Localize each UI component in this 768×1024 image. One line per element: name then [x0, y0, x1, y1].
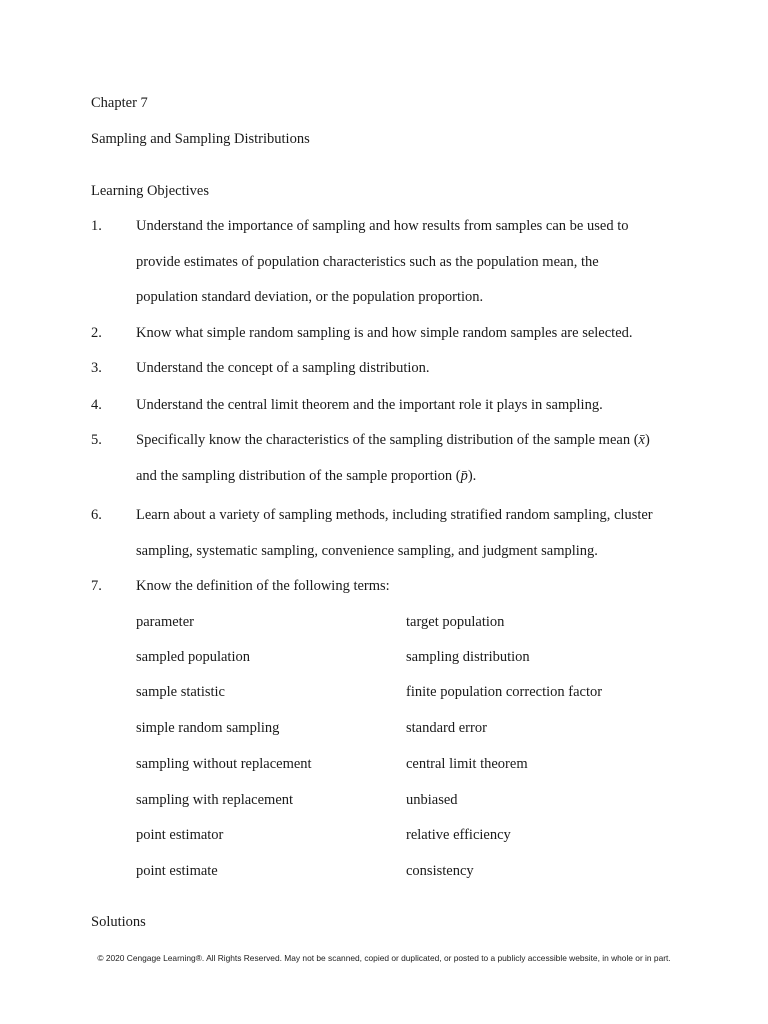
- objective-number: 2.: [91, 325, 102, 341]
- term-item: target population: [406, 614, 505, 630]
- objectives-heading: Learning Objectives: [91, 183, 209, 199]
- objective-text: [136, 467, 476, 485]
- objective-text: provide estimates of population characteristics such as the population mean, the: [136, 254, 599, 270]
- solutions-heading: Solutions: [91, 914, 146, 930]
- copyright-footer: © 2020 Cengage Learning®. All Rights Reserved. May not be scanned, copied or duplicated, or posted to a publicly accessible website, in whole or in part.: [97, 953, 671, 963]
- objective-text: sampling, systematic sampling, convenience sampling, and judgment sampling.: [136, 543, 598, 559]
- objective-text-part: ): [644, 432, 650, 448]
- term-item: simple random sampling: [136, 720, 280, 736]
- term-item: sampling without replacement: [136, 756, 312, 772]
- objective-text: [136, 431, 650, 449]
- objective-text: Learn about a variety of sampling methods, including stratified random sampling, cluster: [136, 507, 653, 523]
- objective-text: Understand the concept of a sampling distribution.: [136, 360, 430, 376]
- term-item: sampled population: [136, 649, 250, 665]
- objective-number: 3.: [91, 360, 102, 376]
- objective-number: 5.: [91, 432, 102, 448]
- objective-text: Understand the central limit theorem and the important role it plays in sampling.: [136, 397, 603, 413]
- objective-text-part: Specifically know the characteristics of the sampling distribution of the sample mean (: [136, 432, 639, 448]
- objective-number: 6.: [91, 507, 102, 523]
- objective-text: Know what simple random sampling is and how simple random samples are selected.: [136, 325, 633, 341]
- chapter-title: Sampling and Sampling Distributions: [91, 131, 310, 147]
- objective-text-part: and the sampling distribution of the sample proportion (: [136, 468, 461, 484]
- term-item: unbiased: [406, 792, 458, 808]
- term-item: relative efficiency: [406, 827, 511, 843]
- term-item: point estimator: [136, 827, 224, 843]
- term-item: point estimate: [136, 863, 218, 879]
- term-item: consistency: [406, 863, 474, 879]
- term-item: finite population correction factor: [406, 684, 603, 700]
- objective-number: 4.: [91, 397, 102, 413]
- term-item: sampling with replacement: [136, 792, 294, 808]
- chapter-label: Chapter 7: [91, 95, 148, 111]
- term-item: sample statistic: [136, 684, 225, 700]
- term-item: sampling distribution: [406, 649, 530, 665]
- term-item: central limit theorem: [406, 756, 528, 772]
- sample-mean-symbol: x̄: [638, 432, 645, 448]
- term-item: parameter: [136, 614, 194, 630]
- objective-text: Understand the importance of sampling and how results from samples can be used to: [136, 218, 629, 234]
- objective-number: 7.: [91, 578, 102, 594]
- objective-text: population standard deviation, or the population proportion.: [136, 289, 484, 305]
- objective-text-part: ).: [467, 468, 477, 484]
- term-item: standard error: [406, 720, 487, 736]
- sample-proportion-symbol: p̄: [460, 468, 468, 484]
- objective-text: Know the definition of the following terms:: [136, 578, 390, 594]
- objective-number: 1.: [91, 218, 102, 234]
